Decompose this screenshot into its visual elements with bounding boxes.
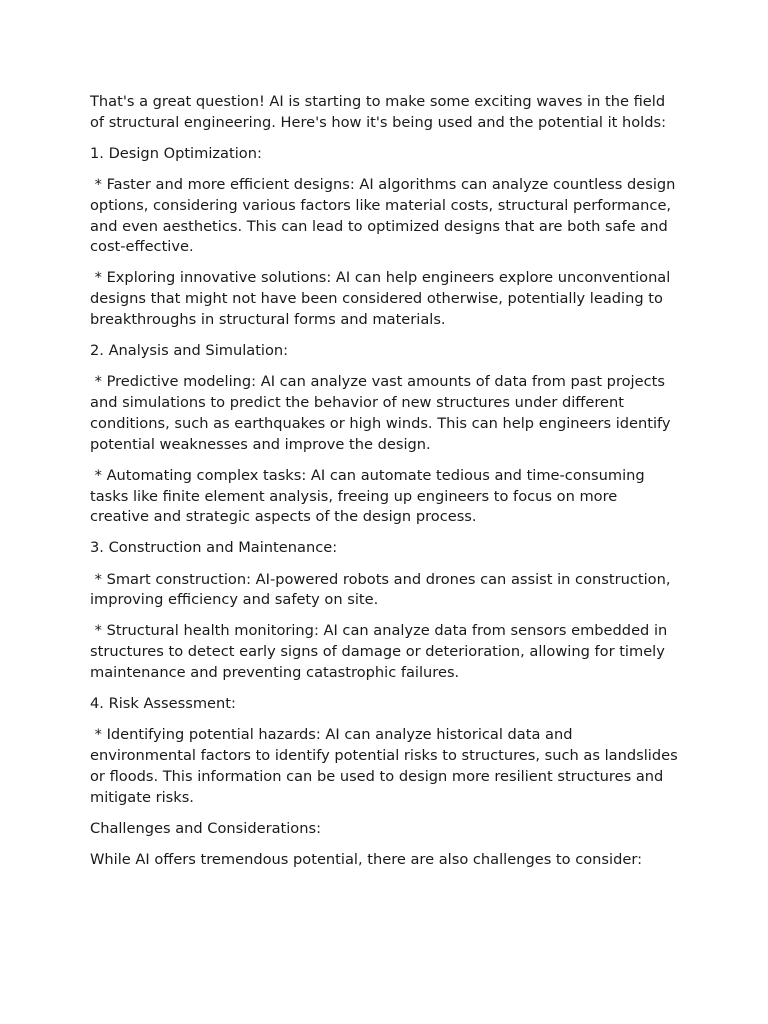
section-heading-analysis-simulation: 2. Analysis and Simulation: — [90, 342, 289, 360]
bullet-health-monitoring: * Structural health monitoring: AI can analyze data from sensors embedded in structures to detect early signs of damage or deterioration, allowing for timely maintenance and preventing catastrophic failures. — [90, 622, 672, 681]
section-heading-design-optimization: 1. Design Optimization: — [90, 144, 262, 162]
bullet-identifying-hazards: * Identifying potential hazards: AI can analyze historical data and environmental factors to identify potential risks to structures, such as landslides or floods. This information can be used to design more resilient structures and mitigate risks. — [90, 726, 683, 806]
closing-paragraph: While AI offers tremendous potential, there are also challenges to consider: — [90, 850, 642, 868]
section-heading-construction-maintenance: 3. Construction and Maintenance: — [90, 539, 338, 557]
intro-paragraph: That's a great question! AI is starting to make some exciting waves in the field of structural engineering. Here's how it's being used and the potential it holds: — [90, 93, 670, 131]
section-heading-risk-assessment: 4. Risk Assessment: — [90, 695, 236, 713]
bullet-predictive-modeling: * Predictive modeling: AI can analyze vast amounts of data from past projects and simulations to predict the behavior of new structures under different conditions, such as earthquakes or high winds. This can help engineers identify potential weaknesses and improve the design. — [90, 373, 676, 453]
document-page — [90, 92, 683, 881]
section-heading-challenges: Challenges and Considerations: — [90, 819, 321, 837]
bullet-innovative-solutions: * Exploring innovative solutions: AI can help engineers explore unconventional designs that might not have been considered otherwise, potentially leading to breakthroughs in structural forms and materials. — [90, 269, 675, 329]
bullet-smart-construction: * Smart construction: AI-powered robots and drones can assist in construction, improving efficiency and safety on site. — [90, 570, 676, 609]
bullet-faster-designs: * Faster and more efficient designs: AI algorithms can analyze countless design options, considering various factors like material costs, structural performance, and even aesthetics. This can lead to optimized designs that are both safe and cost-effective. — [90, 175, 681, 256]
bullet-automating-tasks: * Automating complex tasks: AI can automate tedious and time-consuming tasks like finite element analysis, freeing up engineers to focus on more creative and strategic aspects of the design process. — [90, 466, 650, 526]
